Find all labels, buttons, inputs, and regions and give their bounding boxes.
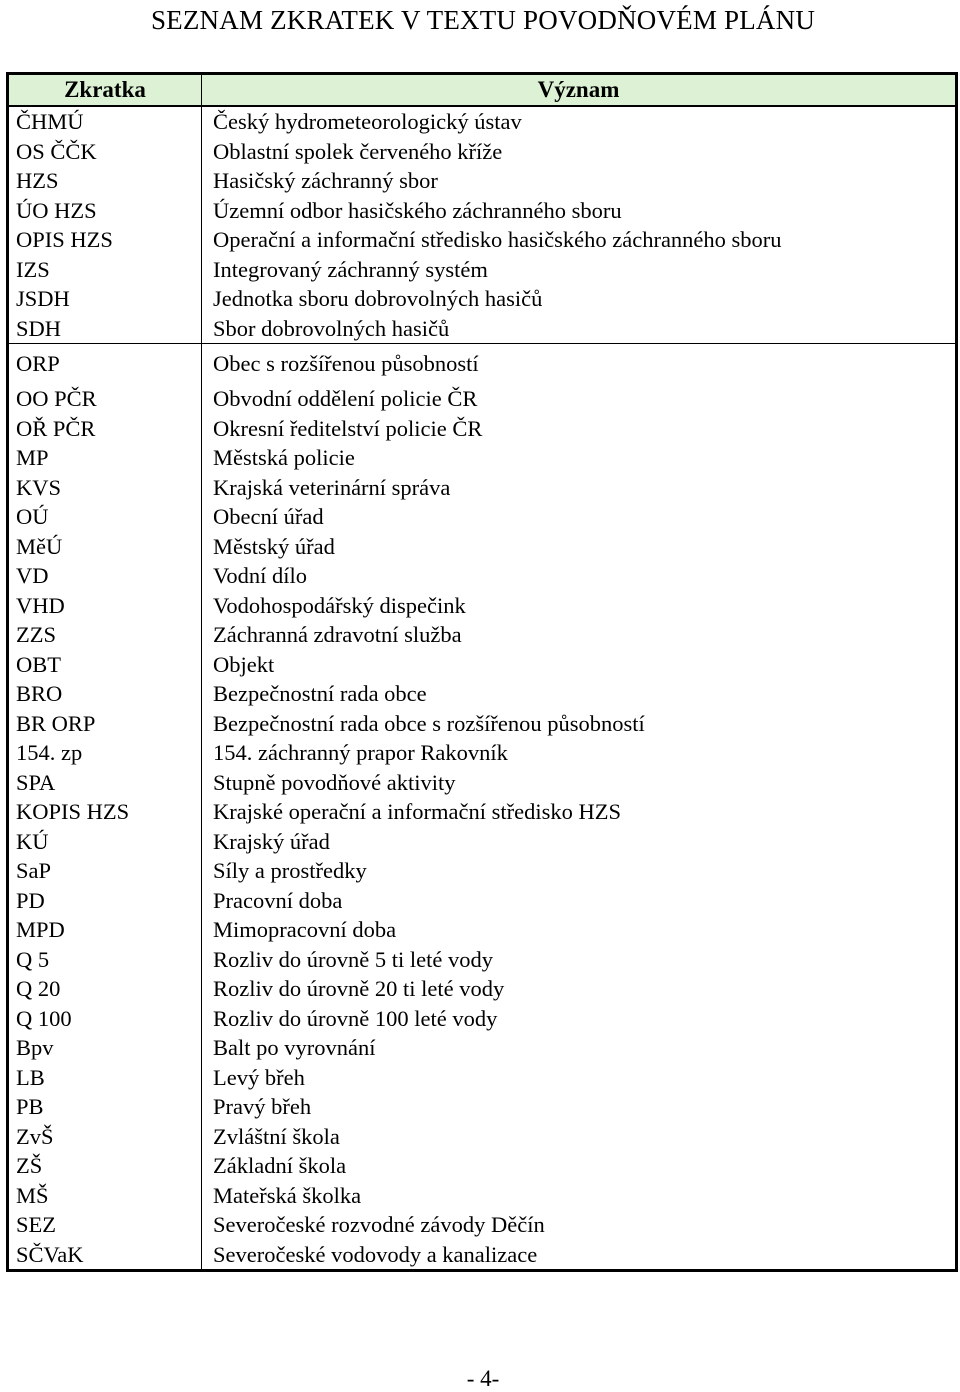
abbreviation-cell: SČVaK <box>9 1240 202 1270</box>
abbreviation-cell: OÚ <box>9 502 202 532</box>
meaning-cell: Objekt <box>202 650 956 680</box>
abbreviation-cell: ZZS <box>9 620 202 650</box>
abbreviation-cell: Bpv <box>9 1033 202 1063</box>
meaning-cell: Městská policie <box>202 443 956 473</box>
abbreviation-cell: KÚ <box>9 827 202 857</box>
table-row <box>9 620 956 650</box>
table-row <box>9 1240 956 1270</box>
abbreviation-cell: OPIS HZS <box>9 225 202 255</box>
meaning-cell: Obvodní oddělení policie ČR <box>202 384 956 414</box>
table-row <box>9 196 956 226</box>
meaning-cell: Pracovní doba <box>202 886 956 916</box>
table-row <box>9 561 956 591</box>
abbreviation-cell: SDH <box>9 314 202 344</box>
meaning-cell: Severočeské vodovody a kanalizace <box>202 1240 956 1270</box>
table-row <box>9 827 956 857</box>
table-row <box>9 1122 956 1152</box>
meaning-cell: Hasičský záchranný sbor <box>202 166 956 196</box>
meaning-cell: Pravý břeh <box>202 1092 956 1122</box>
meaning-cell: Bezpečnostní rada obce <box>202 679 956 709</box>
meaning-cell: Okresní ředitelství policie ČR <box>202 414 956 444</box>
abbreviation-cell: BRO <box>9 679 202 709</box>
meaning-cell: Krajský úřad <box>202 827 956 857</box>
table-row <box>9 225 956 255</box>
meaning-cell: Mimopracovní doba <box>202 915 956 945</box>
header-meaning: Význam <box>202 75 956 107</box>
meaning-cell: Severočeské rozvodné závody Děčín <box>202 1210 956 1240</box>
abbreviation-cell: ÚO HZS <box>9 196 202 226</box>
meaning-cell: Vodohospodářský dispečink <box>202 591 956 621</box>
table-row <box>9 1063 956 1093</box>
meaning-cell: Český hydrometeorologický ústav <box>202 106 956 137</box>
meaning-cell: Krajské operační a informační středisko HZS <box>202 797 956 827</box>
meaning-cell: 154. záchranný prapor Rakovník <box>202 738 956 768</box>
table-row <box>9 314 956 344</box>
meaning-cell: Rozliv do úrovně 100 leté vody <box>202 1004 956 1034</box>
table-row <box>9 1210 956 1240</box>
abbreviation-cell: PB <box>9 1092 202 1122</box>
table-row <box>9 650 956 680</box>
table-row <box>9 1004 956 1034</box>
table-row <box>9 532 956 562</box>
meaning-cell: Městský úřad <box>202 532 956 562</box>
abbreviation-cell: Q 20 <box>9 974 202 1004</box>
meaning-cell: Obecní úřad <box>202 502 956 532</box>
table-row <box>9 768 956 798</box>
abbreviation-cell: OBT <box>9 650 202 680</box>
table-row <box>9 284 956 314</box>
abbreviation-cell: BR ORP <box>9 709 202 739</box>
table-row <box>9 738 956 768</box>
meaning-cell: Sbor dobrovolných hasičů <box>202 314 956 344</box>
abbreviation-cell: 154. zp <box>9 738 202 768</box>
table-row <box>9 856 956 886</box>
meaning-cell: Rozliv do úrovně 5 ti leté vody <box>202 945 956 975</box>
table-body <box>9 106 956 1270</box>
abbreviation-cell: MěÚ <box>9 532 202 562</box>
abbreviation-cell: JSDH <box>9 284 202 314</box>
table-row <box>9 974 956 1004</box>
abbreviation-cell: MPD <box>9 915 202 945</box>
table-row <box>9 255 956 285</box>
meaning-cell: Stupně povodňové aktivity <box>202 768 956 798</box>
abbreviation-cell: MŠ <box>9 1181 202 1211</box>
table-row <box>9 709 956 739</box>
abbreviation-cell: ORP <box>9 344 202 385</box>
abbreviation-cell: SPA <box>9 768 202 798</box>
page-number: - 4- <box>466 1366 500 1391</box>
meaning-cell: Levý břeh <box>202 1063 956 1093</box>
abbreviation-cell: OS ČČK <box>9 137 202 167</box>
table-row <box>9 473 956 503</box>
abbreviation-cell: PD <box>9 886 202 916</box>
table-header-row <box>9 75 956 107</box>
table-row <box>9 1181 956 1211</box>
meaning-cell: Síly a prostředky <box>202 856 956 886</box>
abbreviation-cell: MP <box>9 443 202 473</box>
abbreviation-cell: KOPIS HZS <box>9 797 202 827</box>
table-row <box>9 945 956 975</box>
meaning-cell: Územní odbor hasičského záchranného sboru <box>202 196 956 226</box>
table-row <box>9 1092 956 1122</box>
meaning-cell: Záchranná zdravotní služba <box>202 620 956 650</box>
abbreviation-cell: LB <box>9 1063 202 1093</box>
abbreviation-cell: Q 100 <box>9 1004 202 1034</box>
table-row <box>9 591 956 621</box>
abbreviation-cell: OO PČR <box>9 384 202 414</box>
table-row <box>9 166 956 196</box>
meaning-cell: Balt po vyrovnání <box>202 1033 956 1063</box>
abbreviation-cell: HZS <box>9 166 202 196</box>
meaning-cell: Vodní dílo <box>202 561 956 591</box>
table-row <box>9 443 956 473</box>
table-row <box>9 384 956 414</box>
abbreviation-cell: Q 5 <box>9 945 202 975</box>
abbreviation-cell: ČHMÚ <box>9 106 202 137</box>
table-row <box>9 915 956 945</box>
table-row <box>9 502 956 532</box>
abbreviation-cell: ZvŠ <box>9 1122 202 1152</box>
abbreviation-cell: SEZ <box>9 1210 202 1240</box>
abbreviation-table <box>8 74 956 1270</box>
table-row <box>9 106 956 137</box>
header-abbreviation: Zkratka <box>9 75 202 107</box>
meaning-cell: Krajská veterinární správa <box>202 473 956 503</box>
abbreviation-cell: SaP <box>9 856 202 886</box>
meaning-cell: Rozliv do úrovně 20 ti leté vody <box>202 974 956 1004</box>
abbreviation-cell: OŘ PČR <box>9 414 202 444</box>
table-row <box>9 679 956 709</box>
meaning-cell: Oblastní spolek červeného kříže <box>202 137 956 167</box>
table-row <box>9 414 956 444</box>
table-row <box>9 1033 956 1063</box>
meaning-cell: Integrovaný záchranný systém <box>202 255 956 285</box>
meaning-cell: Obec s rozšířenou působností <box>202 344 956 385</box>
abbreviation-cell: VHD <box>9 591 202 621</box>
table-row <box>9 344 956 385</box>
table-row <box>9 886 956 916</box>
meaning-cell: Jednotka sboru dobrovolných hasičů <box>202 284 956 314</box>
abbreviation-cell: ZŠ <box>9 1151 202 1181</box>
meaning-cell: Základní škola <box>202 1151 956 1181</box>
table-row <box>9 1151 956 1181</box>
page-title: SEZNAM ZKRATEK V TEXTU POVODŇOVÉM PLÁNU <box>150 5 816 35</box>
meaning-cell: Operační a informační středisko hasičského záchranného sboru <box>202 225 956 255</box>
meaning-cell: Mateřská školka <box>202 1181 956 1211</box>
table-row <box>9 797 956 827</box>
abbreviation-table-frame <box>6 72 958 1272</box>
meaning-cell: Zvláštní škola <box>202 1122 956 1152</box>
meaning-cell: Bezpečnostní rada obce s rozšířenou působností <box>202 709 956 739</box>
abbreviation-cell: IZS <box>9 255 202 285</box>
abbreviation-cell: VD <box>9 561 202 591</box>
table-row <box>9 137 956 167</box>
abbreviation-cell: KVS <box>9 473 202 503</box>
